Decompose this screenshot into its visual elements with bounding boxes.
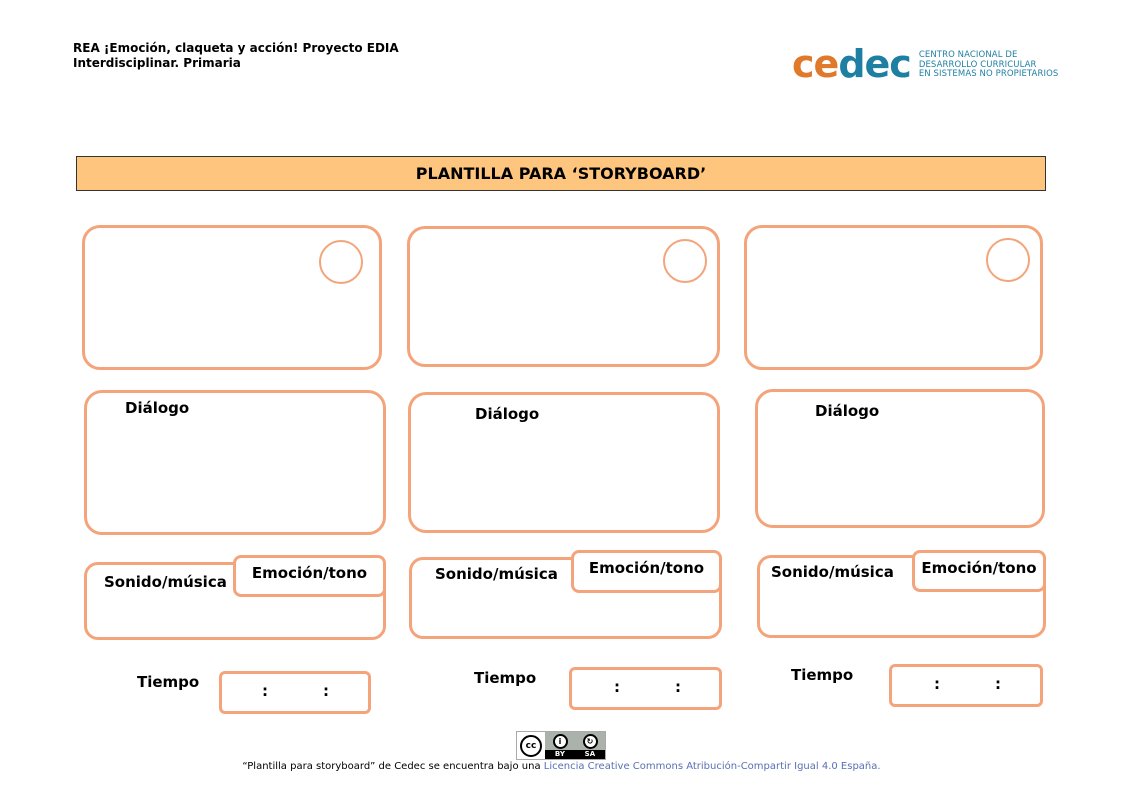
- cc-icon: cc: [520, 735, 542, 757]
- frame-box-2[interactable]: [407, 226, 720, 367]
- cc-by-text: BY: [554, 750, 565, 758]
- page-title: PLANTILLA PARA ‘STORYBOARD’: [76, 156, 1046, 191]
- dialog-label: Diálogo: [475, 405, 540, 423]
- document-header: [73, 41, 399, 71]
- dialog-label: Diálogo: [815, 402, 880, 420]
- frame-number-circle[interactable]: [986, 238, 1030, 282]
- license-text: “Plantilla para storyboard” de Cedec se encuentra bajo una: [242, 761, 544, 772]
- cc-license-badge[interactable]: [516, 731, 606, 760]
- header-line-1: REA ¡Emoción, claqueta y acción! Proyecto EDIA: [73, 41, 399, 55]
- emotion-box-1[interactable]: Emoción/tono: [233, 555, 386, 597]
- dialog-box-3[interactable]: [755, 389, 1045, 528]
- emotion-box-2[interactable]: Emoción/tono: [571, 550, 722, 593]
- time-separator: :: [614, 678, 620, 696]
- dialog-label: Diálogo: [125, 399, 190, 417]
- frame-number-circle[interactable]: [319, 240, 363, 284]
- time-input-3[interactable]: [889, 664, 1043, 707]
- time-separator: :: [675, 678, 681, 696]
- cc-sa-text: SA: [584, 750, 596, 758]
- emotion-box-3[interactable]: Emoción/tono: [912, 550, 1046, 592]
- sound-label: Sonido/música: [104, 573, 227, 591]
- header-line-2: Interdisciplinar. Primaria: [73, 56, 241, 70]
- by-person-icon: i: [553, 734, 568, 749]
- time-separator: :: [323, 682, 329, 700]
- time-input-1[interactable]: [219, 671, 371, 714]
- sa-share-alike-icon: ↻: [583, 734, 598, 749]
- time-separator: :: [995, 675, 1001, 693]
- frame-number-circle[interactable]: [663, 239, 707, 283]
- time-input-2[interactable]: [569, 667, 722, 710]
- frame-box-3[interactable]: [744, 225, 1043, 370]
- time-separator: :: [934, 675, 940, 693]
- license-footer: [0, 761, 1123, 772]
- time-label: Tiempo: [474, 669, 537, 687]
- cedec-logo: [792, 42, 1059, 86]
- logo-subtitle: CENTRO NACIONAL DE DESARROLLO CURRICULAR EN SISTEMAS NO PROPIETARIOS: [918, 50, 1059, 79]
- logo-wordmark: cedec: [792, 42, 911, 86]
- dialog-box-2[interactable]: [408, 392, 720, 533]
- sound-label: Sonido/música: [771, 563, 894, 581]
- license-link[interactable]: Licencia Creative Commons Atribución-Compartir Igual 4.0 España.: [543, 761, 881, 772]
- time-label: Tiempo: [791, 666, 854, 684]
- frame-box-1[interactable]: [82, 225, 382, 370]
- sound-label: Sonido/música: [435, 565, 558, 583]
- time-label: Tiempo: [137, 673, 200, 691]
- time-separator: :: [262, 682, 268, 700]
